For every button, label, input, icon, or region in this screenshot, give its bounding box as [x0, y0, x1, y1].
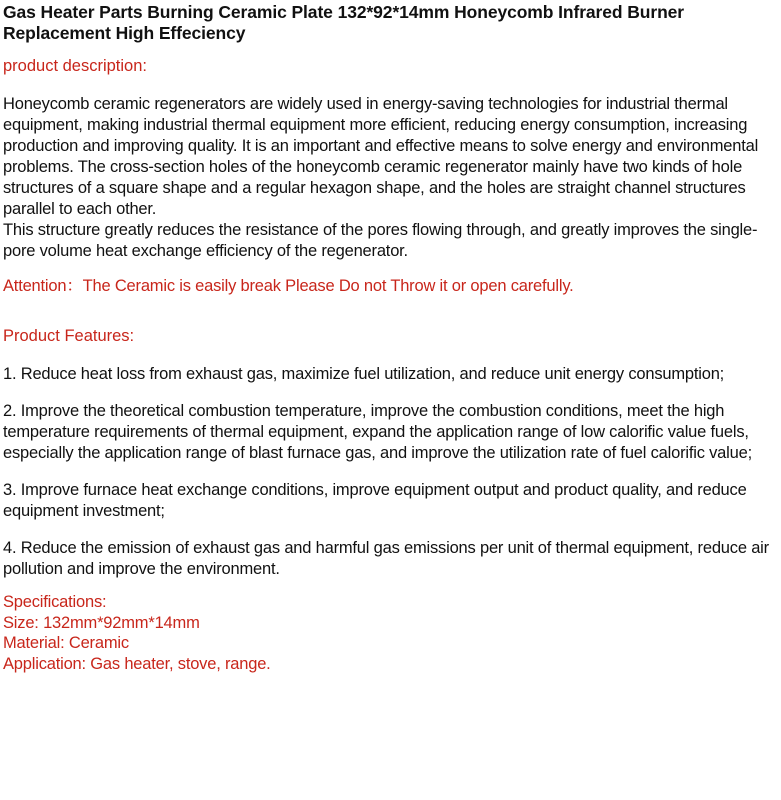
description-paragraph-1: Honeycomb ceramic regenerators are widely used in energy-saving technologies for industrial thermal equipment, making industrial thermal equipment more efficient, reducing energy consumption, increasing production and improving quality. It is an important and effective means to solve energy and environmental problems. The cross-section holes of the honeycomb ceramic regenerator mainly have two kinds of hole structures of a square shape and a regular hexagon shape, and the holes are straight channel structures parallel to each other.: [3, 95, 759, 218]
spec-size: Size: 132mm*92mm*14mm: [3, 613, 200, 632]
attention-notice: Attention：The Ceramic is easily break Please Do not Throw it or open carefully.: [3, 277, 574, 295]
feature-item-4: 4. Reduce the emission of exhaust gas and harmful gas emissions per unit of thermal equipment, reduce air pollution and improve the environment.: [3, 539, 769, 578]
feature-item-3: 3. Improve furnace heat exchange conditions, improve equipment output and product quality, and reduce equipment investment;: [3, 481, 747, 520]
features-label: Product Features:: [3, 327, 135, 345]
feature-item-1: 1. Reduce heat loss from exhaust gas, maximize fuel utilization, and reduce unit energy consumption;: [3, 365, 725, 383]
page-title: Gas Heater Parts Burning Ceramic Plate 132*92*14mm Honeycomb Infrared Burner Replacement High Effeciency: [3, 2, 685, 43]
description-paragraph-2: This structure greatly reduces the resistance of the pores flowing through, and greatly improves the single-pore volume heat exchange efficiency of the regenerator.: [3, 221, 758, 260]
spec-material: Material: Ceramic: [3, 634, 129, 652]
feature-item-2: 2. Improve the theoretical combustion temperature, improve the combustion conditions, meet the high temperature requirements of thermal equipment, expand the application range of low calorific value fuels, especially the application range of blast furnace gas, and improve the utilization rate of fuel calorific value;: [3, 402, 752, 462]
specifications-label: Specifications:: [3, 593, 107, 611]
spec-application: Application: Gas heater, stove, range.: [3, 654, 271, 673]
description-label: product description:: [3, 57, 147, 75]
specifications-block: [3, 592, 779, 674]
